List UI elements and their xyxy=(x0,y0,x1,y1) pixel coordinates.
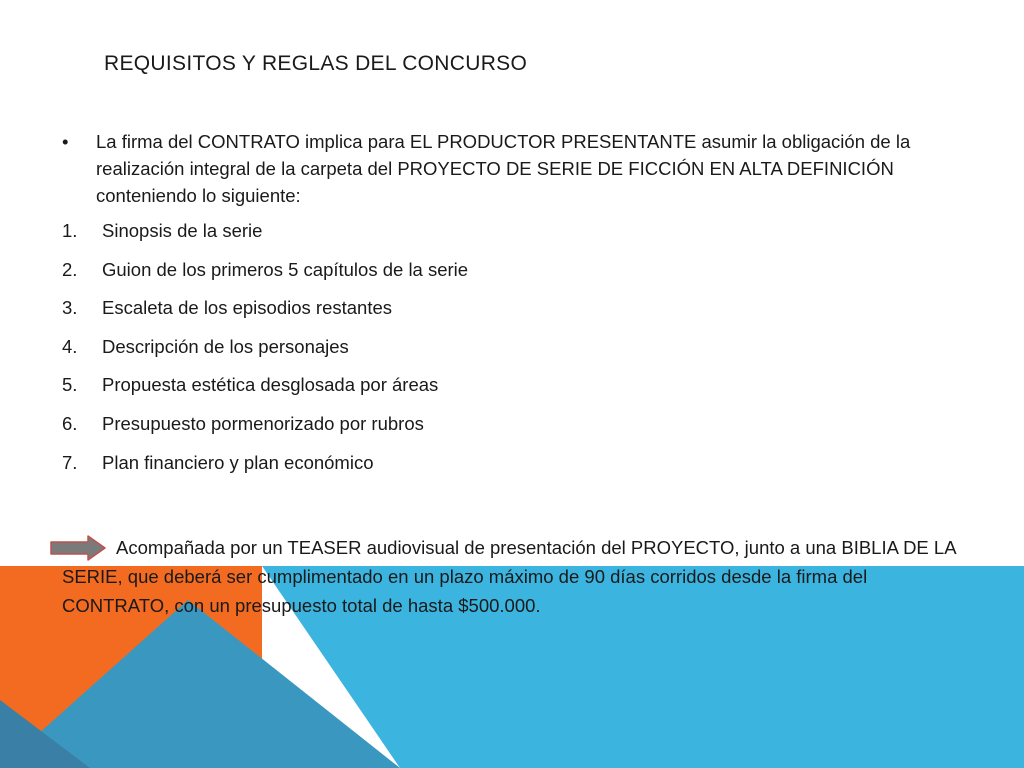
list-item-text: Sinopsis de la serie xyxy=(102,220,263,241)
list-item xyxy=(62,217,962,244)
list-item-text: Guion de los primeros 5 capítulos de la serie xyxy=(102,258,469,280)
list-item-number: 5. xyxy=(62,374,78,396)
list-item-number: 1. xyxy=(62,220,78,241)
list-item-text: Descripción de los personajes xyxy=(102,335,349,357)
list-item xyxy=(62,333,962,360)
list-item-number: 6. xyxy=(62,412,78,434)
list-item xyxy=(62,371,962,398)
list-item-text: Presupuesto pormenorizado por rubros xyxy=(102,412,424,434)
list-item-text: Propuesta estética desglosada por áreas xyxy=(102,374,439,396)
list-item xyxy=(62,294,962,321)
list-item xyxy=(62,256,962,283)
bullet-text: La firma del CONTRATO implica para EL PRODUCTOR PRESENTANTE asumir la obligación de la realización integral de la carpeta del PROYECTO DE SERIE DE FICCIÓN EN ALTA DEFINICIÓN conteniendo lo siguiente: xyxy=(96,131,911,206)
slide-content xyxy=(62,128,962,487)
slide-title: REQUISITOS Y REGLAS DEL CONCURSO xyxy=(104,52,528,75)
list-item xyxy=(62,410,962,437)
list-item-text: Plan financiero y plan económico xyxy=(102,451,374,473)
closing-text: Acompañada por un TEASER audiovisual de presentación del PROYECTO, junto a una BIBLIA DE LA SERIE, que deberá ser cumplimentado en un plazo máximo de 90 días corridos desde la firma del CONTRATO, con un presupuesto total de hasta $500.000. xyxy=(62,537,956,616)
list-item-number: 2. xyxy=(62,258,78,280)
closing-paragraph xyxy=(62,533,962,620)
list-item-number: 3. xyxy=(62,297,78,319)
list-item-number: 4. xyxy=(62,335,78,357)
list-item xyxy=(62,449,962,476)
bullet-icon: • xyxy=(62,131,69,152)
list-item-text: Escaleta de los episodios restantes xyxy=(102,297,393,319)
bullet-paragraph xyxy=(62,128,962,209)
list-item-number: 7. xyxy=(62,451,78,473)
numbered-list xyxy=(62,217,962,476)
